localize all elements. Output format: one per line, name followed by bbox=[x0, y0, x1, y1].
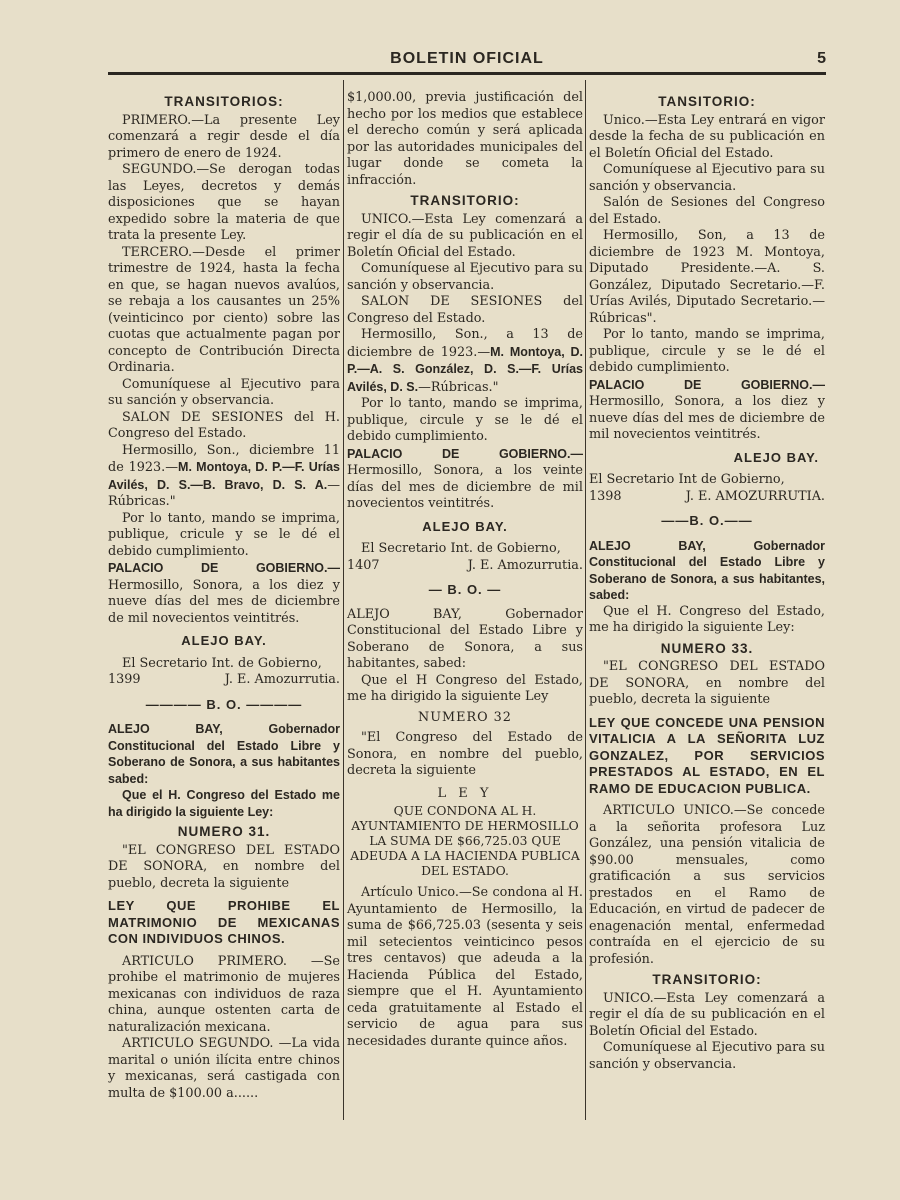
article-unico: ARTICULO UNICO.—Se concede a la señorita profesora Luz González, una pensión vitalicia de $90.00 mensuales, como gratificación a sus servicios prestados en el Ramo de Educación, en virtud de padecer de enagenación mental, enfermedad contraída en el ejercicio de su profesión. bbox=[589, 803, 825, 967]
column-3 bbox=[589, 90, 825, 1073]
secretary-title: El Secretario Int de Gobierno, bbox=[589, 472, 785, 487]
governor-proclamation: ALEJO BAY, Gobernador Constitucional del Estado Libre y Soberano de Sonora, a sus habitantes, sabed: bbox=[347, 606, 583, 671]
heading-transitorios: TRANSITORIOS: bbox=[164, 94, 284, 109]
law-title: LEY QUE PROHIBE EL MATRIMONIO DE MEXICANAS CON INDIVIDUOS CHINOS. bbox=[108, 898, 340, 946]
secretary-title: El Secretario Int. de Gobierno, bbox=[122, 655, 322, 671]
column-2 bbox=[347, 90, 583, 1050]
page-header bbox=[108, 48, 826, 72]
signature-governor: ALEJO BAY. bbox=[181, 633, 267, 648]
heading-transitorio: TRANSITORIO: bbox=[410, 193, 520, 208]
column-divider bbox=[585, 80, 586, 1120]
palacio-text: Hermosillo, Sonora, a los diez y nueve días del mes de diciembre de mil novecientos veintitrés. bbox=[589, 394, 825, 442]
bo-separator: — B. O. — bbox=[428, 582, 502, 597]
secretary-name: J. E. Amozurrutia. bbox=[224, 672, 340, 687]
paragraph: Comuníquese al Ejecutivo para su sanción y observancia. bbox=[347, 261, 583, 293]
palacio-de-gobierno: PALACIO DE GOBIERNO.— bbox=[347, 446, 583, 461]
law-title: LEY QUE CONCEDE UNA PENSION VITALICIA A LA SEÑORITA LUZ GONZALEZ, POR SERVICIOS PRESTADOS AL ESTADO, EN EL RAMO DE EDUCACION PUBLICA. bbox=[589, 714, 825, 796]
palacio-de-gobierno: PALACIO DE GOBIERNO.— bbox=[108, 561, 340, 575]
paragraph: Comuníquese al Ejecutivo para su sanción y observancia. bbox=[589, 162, 825, 194]
paragraph: Salón de Sesiones del Congreso del Estado. bbox=[589, 195, 825, 227]
secretary-name: J. E. Amozurrutia. bbox=[467, 557, 583, 573]
paragraph: PRIMERO.—La presente Ley comenzará a regir desde el día primero de enero de 1924. bbox=[108, 112, 340, 161]
paragraph: Comuníquese al Ejecutivo para su sanción y observancia. bbox=[589, 1040, 825, 1072]
ley-heading: L E Y bbox=[437, 785, 493, 801]
law-number: NUMERO 33. bbox=[660, 640, 754, 656]
document-number: 1398 bbox=[589, 488, 622, 504]
heading-transitorio: TANSITORIO: bbox=[658, 94, 756, 109]
palacio-de-gobierno: PALACIO DE GOBIERNO.— bbox=[589, 377, 825, 392]
decree-text: "EL CONGRESO DEL ESTADO DE SONORA, en nombre del pueblo, decreta la siguiente bbox=[108, 842, 340, 891]
page-number: 5 bbox=[817, 50, 826, 67]
law-title: QUE CONDONA AL H. AYUNTAMIENTO DE HERMOSILLO LA SUMA DE $66,725.03 QUE ADEUDA A LA HACIENDA PUBLICA DEL ESTADO. bbox=[350, 804, 580, 878]
secretary-name: J. E. AMOZURRUTIA. bbox=[685, 488, 825, 504]
signatories: M. Montoya, D. P.—A. S. González, D. S.—F. Urías Avilés, D. S. bbox=[347, 344, 583, 394]
date-text: Hermosillo, Son., diciembre 11 de 1923.— bbox=[108, 442, 340, 475]
bo-separator: ———— B. O. ———— bbox=[145, 696, 303, 712]
palacio-text: Hermosillo, Sonora, a los diez y nueve días del mes de diciembre de mil novecientos veintitrés. bbox=[108, 577, 340, 626]
palacio-paragraph bbox=[108, 560, 340, 627]
paragraph: Por lo tanto, mando se imprima, publique, circule y se le dé el debido cumplimiento. bbox=[589, 327, 825, 375]
secretary-title: El Secretario Int. de Gobierno, bbox=[361, 541, 561, 556]
paragraph: Unico.—Esta Ley entrará en vigor desde la fecha de su publicación en el Boletín Oficial del Estado. bbox=[589, 112, 825, 161]
column-1 bbox=[108, 90, 340, 1102]
signatories-paragraph bbox=[347, 327, 583, 396]
paragraph: TERCERO.—Desde el primer trimestre de 1924, hasta la fecha en que, se hagan nuevos avalúos, se rebaja a los causantes un 25% (veinticinco por ciento) sobre las cuotas que actualmente pagan por concepto de Contribución Directa Ordinaria. bbox=[108, 244, 340, 375]
document-number: 1399 bbox=[108, 672, 141, 687]
palacio-paragraph bbox=[347, 446, 583, 513]
paragraph: SEGUNDO.—Se derogan todas las Leyes, decretos y demás disposiciones que se hayan expedido sobre la materia de que trata la presente Ley. bbox=[108, 162, 340, 243]
secretary-line bbox=[347, 558, 583, 575]
congress-line: Que el H. Congreso del Estado, me ha dirigido la siguiente Ley: bbox=[589, 603, 825, 635]
signatories: M. Montoya, D. P.—F. Urías Avilés, D. S.—B. Bravo, D. S. A. bbox=[108, 460, 340, 492]
date-text: Hermosillo, Son., a 13 de diciembre de 1923.— bbox=[347, 327, 583, 360]
palacio-paragraph bbox=[589, 377, 825, 444]
law-number: NUMERO 32 bbox=[418, 709, 512, 725]
decree-text: "El Congreso del Estado de Sonora, en nombre del pueblo, decreta la siguiente bbox=[347, 730, 583, 778]
governor-proclamation: ALEJO BAY, Gobernador Constitucional del Estado Libre y Soberano de Sonora, a sus habitantes, sabed: bbox=[589, 538, 825, 602]
paragraph: Por lo tanto, mando se imprima, publique, circule y se le dé el debido cumplimiento. bbox=[347, 396, 583, 444]
publication-title: BOLETIN OFICIAL bbox=[390, 50, 544, 67]
paragraph: Comuníquese al Ejecutivo para su sanción y observancia. bbox=[108, 376, 340, 408]
header-rule bbox=[108, 72, 826, 75]
article-1: ARTICULO PRIMERO. —Se prohibe el matrimonio de mujeres mexicanas con individuos de raza china, aunque ostenten carta de naturalización mexicana. bbox=[108, 953, 340, 1035]
signature-governor: ALEJO BAY. bbox=[422, 518, 508, 534]
rubricas: —Rúbricas." bbox=[108, 477, 340, 509]
decree-text: "EL CONGRESO DEL ESTADO DE SONORA, en nombre del pueblo, decreta la siguiente bbox=[589, 659, 825, 707]
paragraph: UNICO.—Esta Ley comenzará a regir el día de su publicación en el Boletín Oficial del Estado. bbox=[589, 990, 825, 1039]
paragraph: UNICO.—Esta Ley comenzará a regir el día de su publicación en el Boletín Oficial del Estado. bbox=[347, 211, 583, 260]
signatories-paragraph bbox=[108, 443, 340, 511]
heading-transitorio-2: TRANSITORIO: bbox=[652, 972, 762, 987]
congress-line: Que el H. Congreso del Estado me ha dirigido la siguiente Ley: bbox=[108, 788, 340, 819]
paragraph: SALON DE SESIONES del H. Congreso del Estado. bbox=[108, 409, 340, 441]
paragraph: $1,000.00, previa justificación del hecho por los medios que establece el derecho común y será aplicada por las autoridades municipales del lugar donde se cometa la infracción. bbox=[347, 90, 583, 188]
governor-proclamation: ALEJO BAY, Gobernador Constitucional del Estado Libre y Soberano de Sonora, a sus habitantes sabed: bbox=[108, 722, 340, 786]
document-number: 1407 bbox=[347, 557, 380, 573]
secretary-line bbox=[589, 489, 825, 506]
rubricas: —Rúbricas." bbox=[418, 379, 499, 395]
article-2: ARTICULO SEGUNDO. —La vida marital o unión ilícita entre chinos y mexicanas, será castigada con multa de $100.00 a...... bbox=[108, 1036, 340, 1101]
law-number: NUMERO 31. bbox=[177, 824, 271, 839]
signature-governor: ALEJO BAY. bbox=[733, 449, 819, 465]
article-unico: Artículo Unico.—Se condona al H. Ayuntamiento de Hermosillo, la suma de $66,725.03 (sesenta y seis mil setecientos veinticinco pesos tres centavos) que adeuda a la Hacienda Pública del Estado, siempre que el H. Ayuntamiento ceda gratuitamente al Estado el servicio de agua para sus necesidades durante quince años. bbox=[347, 885, 583, 1049]
paragraph: SALON DE SESIONES del Congreso del Estado. bbox=[347, 294, 583, 326]
paragraph: Hermosillo, Son, a 13 de diciembre de 1923 M. Montoya, Diputado Presidente.—A. S. González, Diputado Secretario.—F. Urías Avilés, Diputado Secretario.—Rúbricas". bbox=[589, 228, 825, 326]
column-divider bbox=[343, 80, 344, 1120]
bo-separator: ——B. O.—— bbox=[661, 513, 753, 528]
palacio-text: Hermosillo, Sonora, a los veinte días del mes de diciembre de mil novecientos veintitrés. bbox=[347, 463, 583, 511]
paragraph: Por lo tanto, mando se imprima, publique, cricule y se le dé el debido cumplimiento. bbox=[108, 510, 340, 559]
congress-line: Que el H Congreso del Estado, me ha dirigido la siguiente Ley bbox=[347, 672, 583, 704]
secretary-line bbox=[108, 672, 340, 689]
